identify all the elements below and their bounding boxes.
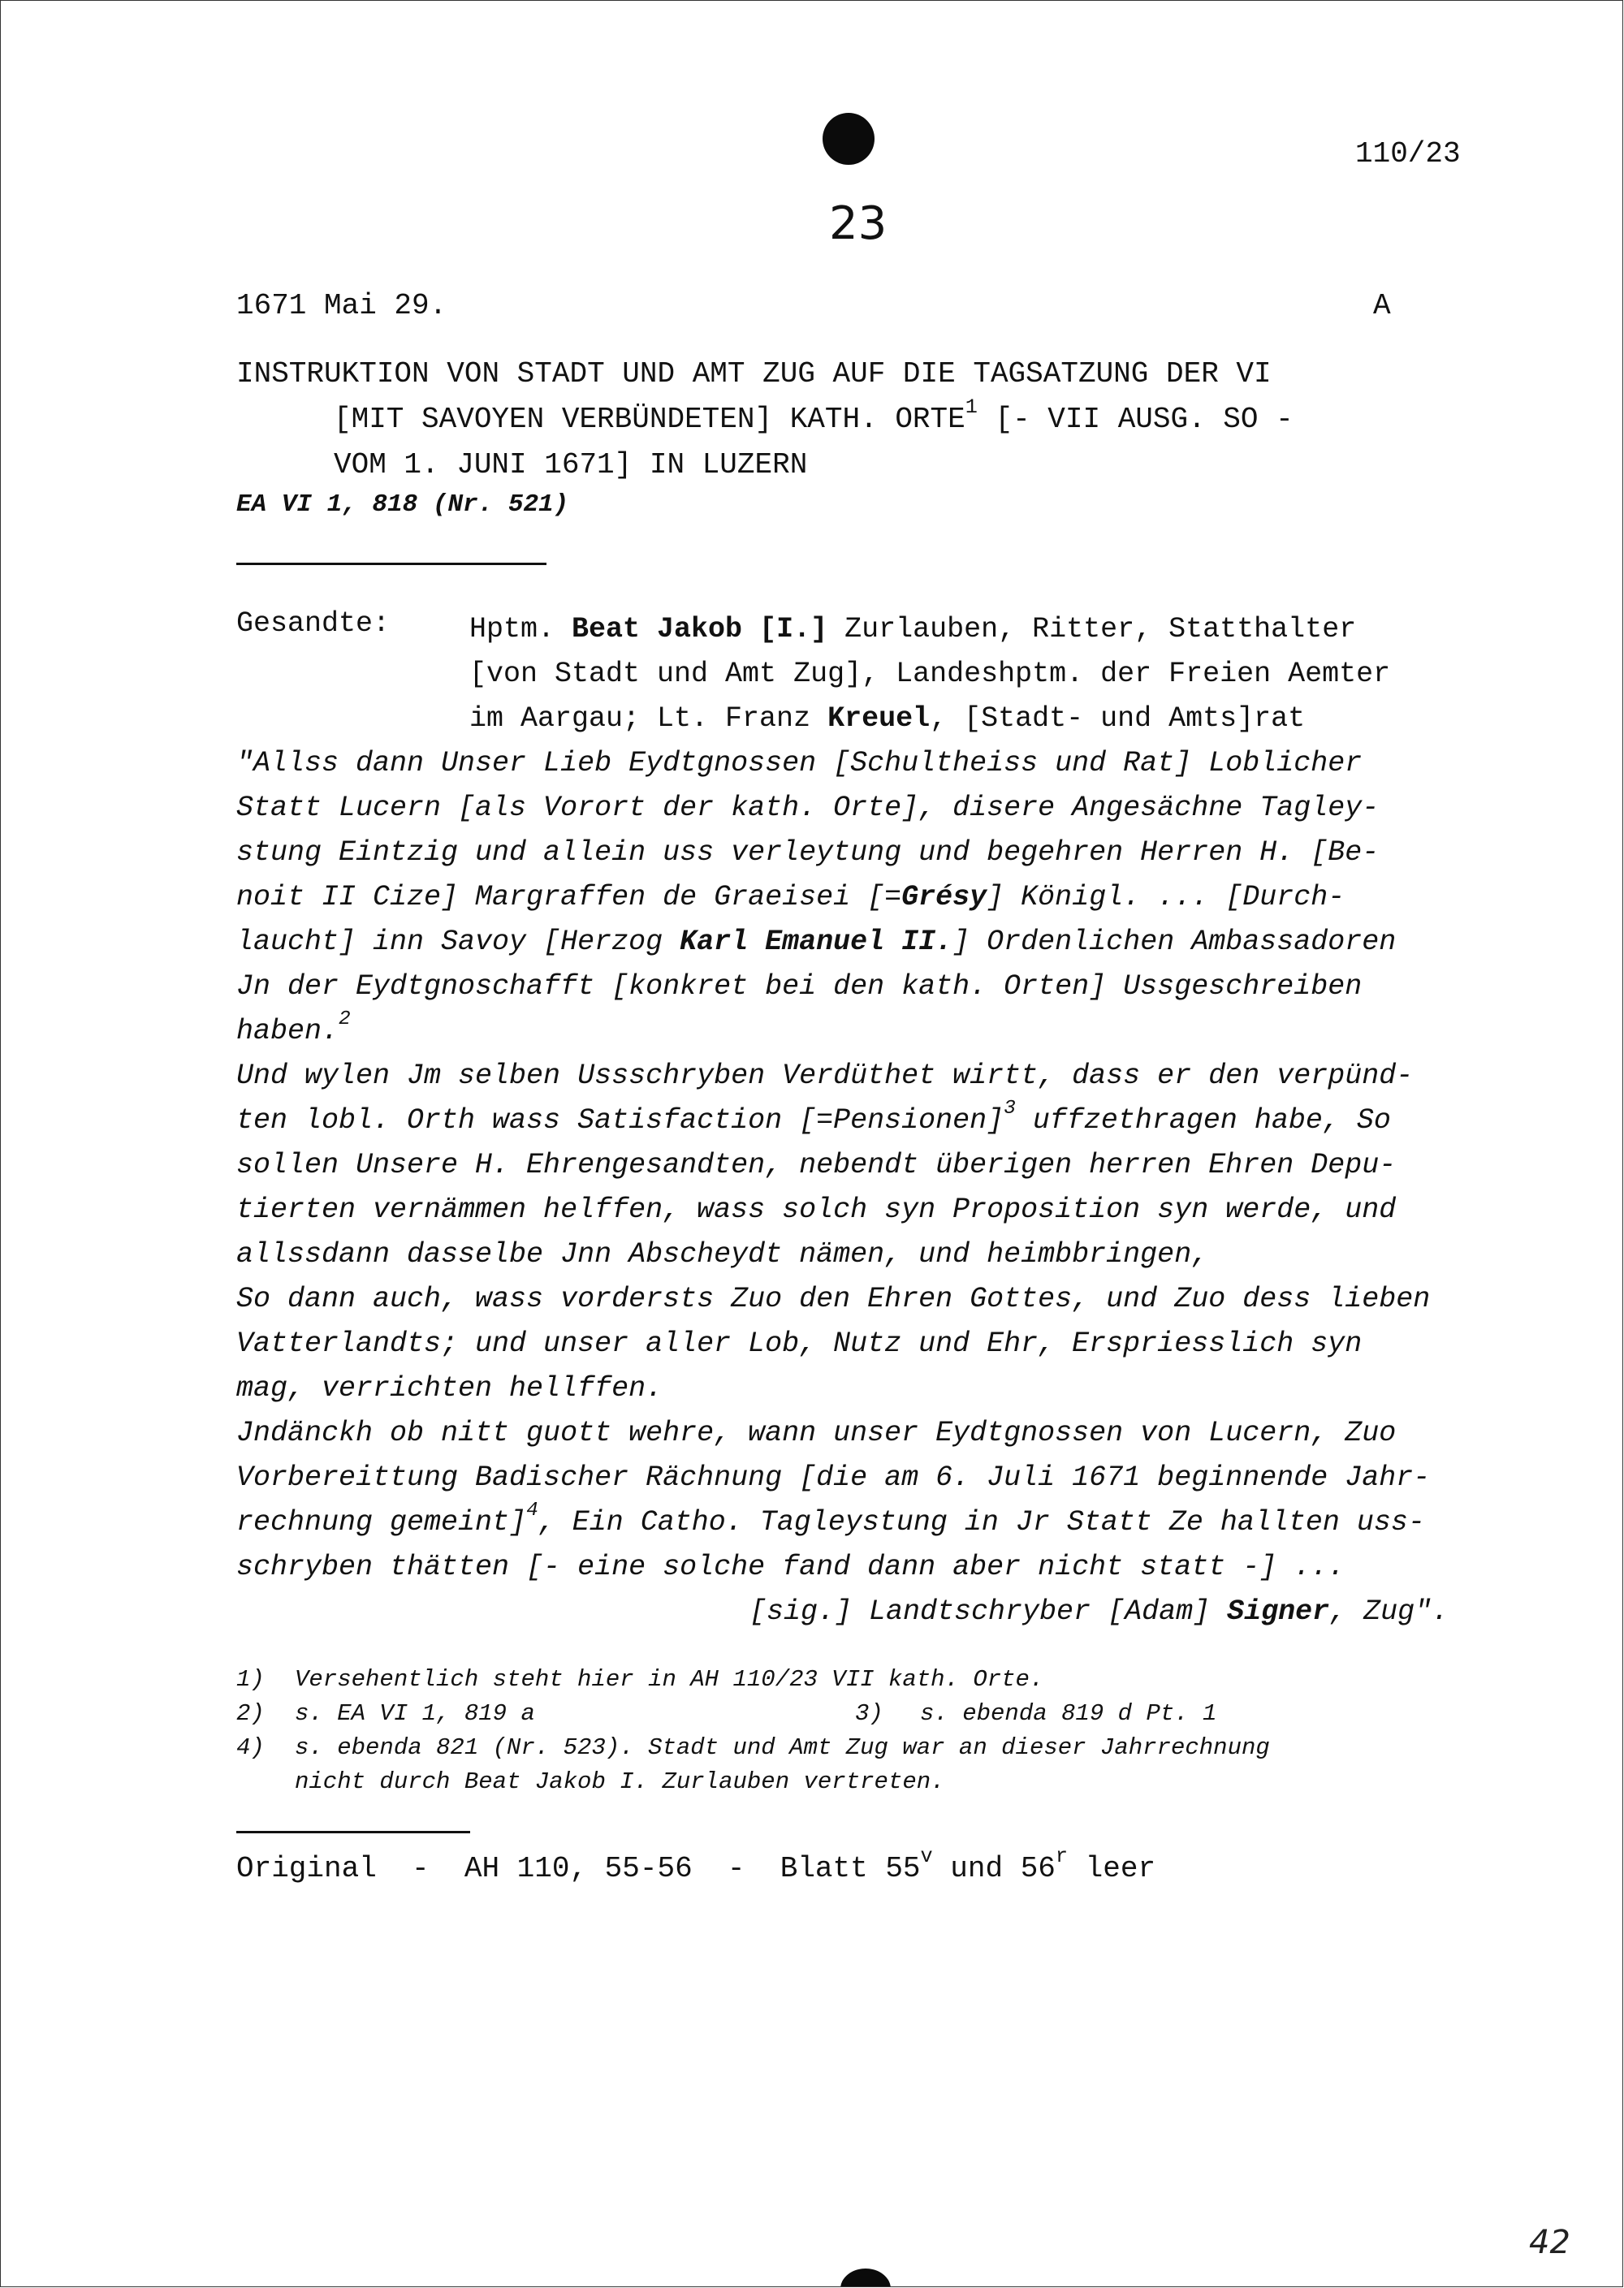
instruction-text <box>236 741 1430 1590</box>
title-line-3: VOM 1. JUNI 1671] IN LUZERN <box>334 448 808 481</box>
document-date: 1671 Mai 29. <box>236 289 447 322</box>
punch-hole-bottom <box>840 2269 891 2287</box>
category-mark: A <box>1373 289 1391 322</box>
text-line: ten lobl. Orth wass Satisfaction [=Pensionen]$^3$ uffzethragen habe, So <box>236 1098 1391 1137</box>
text-line: Jn der Eydtgnoschafft [konkret bei den kath. Orten] Ussgeschreiben <box>236 970 1363 1003</box>
text-line: Vatterlandts; und unser aller Lob, Nutz und Ehr, Erspriesslich syn <box>236 1327 1363 1360</box>
title-line-1: INSTRUKTION VON STADT UND AMT ZUG AUF DIE TAGSATZUNG DER VI <box>236 357 1272 391</box>
text-line: Vorbereittung Badischer Rächnung [die am 6. Juli 1671 beginnende Jahr- <box>236 1461 1431 1494</box>
divider <box>236 1831 470 1833</box>
document-title <box>236 352 1294 488</box>
envoys-list <box>469 607 1390 741</box>
filing-number: 110/23 <box>1355 137 1461 171</box>
envoys-line: [von Stadt und Amt Zug], Landeshptm. der Freien Aemter <box>469 658 1391 690</box>
document-number: 23 <box>829 197 888 250</box>
text-line: laucht] inn Savoy [Herzog Karl Emanuel II.] Ordenlichen Ambassadoren <box>236 926 1397 958</box>
text-line: Und wylen Jm selben Ussschryben Verdüthet wirtt, dass er den verpünd- <box>236 1060 1414 1092</box>
document-page: 110/23 23 1671 Mai 29. A INSTRUKTION VON STADT UND AMT ZUG AUF DIE TAGSATZUNG DER VI [MIT SAVOYEN VERBÜNDETEN] KATH. ORTE$^1$ [- VII AUSG. SO - VOM 1. JUNI 1671] IN LUZERN EA VI 1, 818 (Nr. 521) Gesandte: Hptm. Beat Jakob [I.] Zurlauben, Ritter, Statthalter [von Stadt und Amt Zug], Landeshptm. der Freien Aemter im Aargau; Lt. Franz Kreuel, [Stadt- und Amts]rat "Allss dann Unser Lieb Eydtgnossen [Schultheiss und Rat] Loblicher Statt Lucern [als Vorort der kath. Orte], disere Angesächne Tagley- stung Eintzig und allein uss verleytung und begehren Herren H. [Be- noit II Cize] Margraffen de Graeisei [=Grésy] Königl. ... [Durch- laucht] inn Savoy [Herzog Karl Emanuel II.] Ordenlichen Ambassadoren Jn der Eydtgnoschafft [konkret bei den kath. Orten] Ussgeschreiben haben.$^2$ Und wylen Jm selben Ussschryben Verdüthet wirtt, dass er den verpünd- ten lobl. Orth wass Satisfaction [=Pensionen]$^3$ uffzethragen habe, So sollen Unsere H. Ehrengesandten, nebendt überigen herren Ehren Depu- tierten vernämmen helffen, wass solch syn Proposition syn werde, und allssdann dasselbe Jnn Abscheydt nämen, und heimbbringen, So dann auch, wass vordersts Zuo den Ehren Gottes, und Zuo dess lieben Vatterlandts; und unser aller Lob, Nutz und Ehr, Erspriesslich syn mag, verrichten hellffen. Jndänckh ob nitt guott wehre, wann unser Eydtgnossen von Lucern, Zuo Vorbereittung Badischer Rächnung [die am 6. Juli 1671 beginnende Jahr- rechnung gemeint]$^4$, Ein Catho. Tagleystung in Jr Statt Ze hallten uss- schryben thätten [- eine solche fand dann aber nicht statt -] ... [sig.] Landtschryber [Adam] Signer, Zug". 1) Versehentlich steht hier in AH 110/23 VII kath. Orte. 2) s. EA VI 1, 819 a 3) s. ebenda 819 d Pt. 1 4) s. ebenda 821 (Nr. 523). Stadt und Amt Zug war an dieser Jahrrechnung nicht durch Beat Jakob I. Zurlauben vertreten. Original - AH 110, 55-56 - Blatt 55$^v$ und 56$^r$ leer 42 <box>0 0 1623 2287</box>
text-line: rechnung gemeint]$^4$, Ein Catho. Tagleystung in Jr Statt Ze hallten uss- <box>236 1500 1425 1539</box>
text-line: Jndänckh ob nitt guott wehre, wann unser Eydtgnossen von Lucern, Zuo <box>236 1417 1397 1449</box>
divider <box>236 563 546 565</box>
envoys-line: Hptm. Beat Jakob [I.] Zurlauben, Ritter, Statthalter <box>469 613 1357 645</box>
text-line: haben.$^2$ <box>236 1008 351 1047</box>
footnote-ref: 4 <box>526 1500 538 1522</box>
text-line: Statt Lucern [als Vorort der kath. Orte], disere Angesächne Tagley- <box>236 792 1380 824</box>
original-reference: Original - AH 110, 55-56 - Blatt 55$^v$ und 56$^r$ leer <box>236 1844 1156 1885</box>
source-reference: EA VI 1, 818 (Nr. 521) <box>236 490 569 519</box>
title-line-2: [MIT SAVOYEN VERBÜNDETEN] KATH. ORTE$^1$ [- VII AUSG. SO - <box>334 395 1294 436</box>
text-line: mag, verrichten hellffen. <box>236 1372 663 1405</box>
signature-line: [sig.] Landtschryber [Adam] Signer, Zug". <box>749 1595 1449 1628</box>
envoys-line: im Aargau; Lt. Franz Kreuel, [Stadt- und Amts]rat <box>469 702 1306 735</box>
text-line: sollen Unsere H. Ehrengesandten, nebendt überigen herren Ehren Depu- <box>236 1149 1397 1181</box>
footnote-ref: 2 <box>339 1008 351 1031</box>
text-line: noit II Cize] Margraffen de Graeisei [=Grésy] Königl. ... [Durch- <box>236 881 1345 913</box>
footnote-ref: 3 <box>1004 1098 1016 1120</box>
text-line: schryben thätten [- eine solche fand dann aber nicht statt -] ... <box>236 1551 1345 1583</box>
handwritten-page-number: 42 <box>1529 2224 1570 2261</box>
text-line: tierten vernämmen helffen, wass solch syn Proposition syn werde, und <box>236 1194 1397 1226</box>
text-line: allssdann dasselbe Jnn Abscheydt nämen, und heimbbringen, <box>236 1238 1209 1271</box>
text-line: "Allss dann Unser Lieb Eydtgnossen [Schultheiss und Rat] Loblicher <box>236 747 1363 779</box>
text-line: So dann auch, wass vordersts Zuo den Ehren Gottes, und Zuo dess lieben <box>236 1283 1431 1315</box>
footnote-ref: 1 <box>965 395 978 419</box>
punch-hole-top <box>823 113 875 165</box>
text-line: stung Eintzig und allein uss verleytung und begehren Herren H. [Be- <box>236 836 1380 869</box>
envoys-label: Gesandte: <box>236 607 391 640</box>
